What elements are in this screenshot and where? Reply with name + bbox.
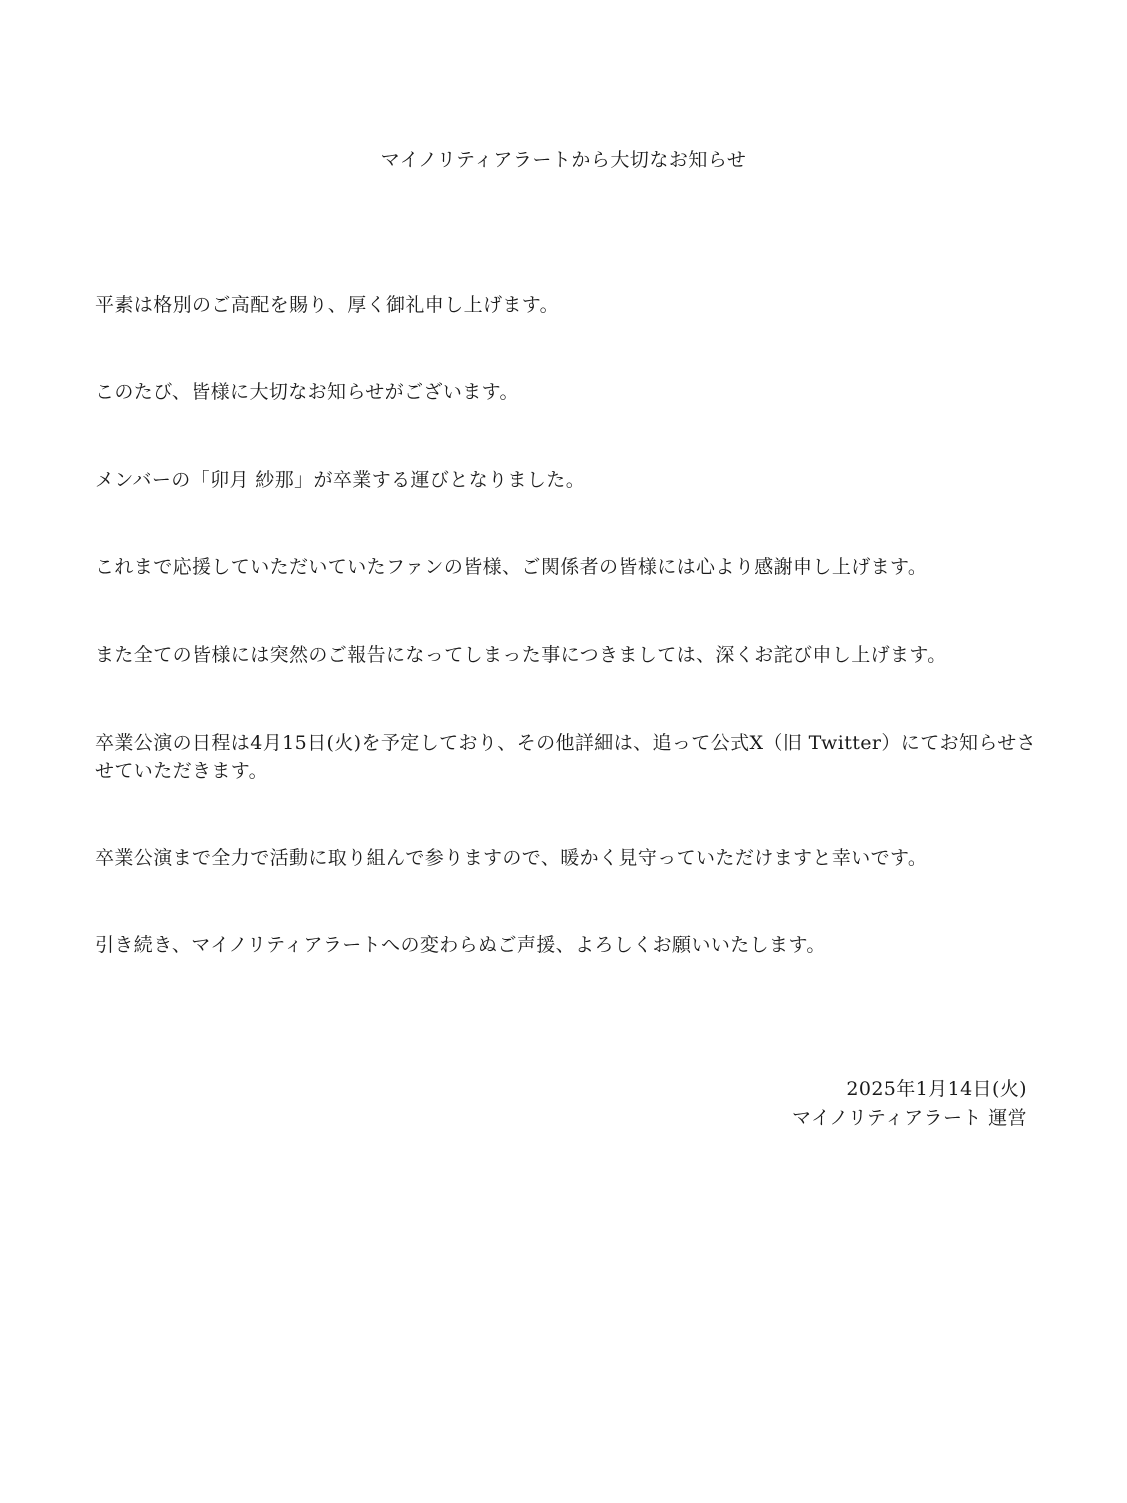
- paragraph-notice: このたび、皆様に大切なお知らせがございます。: [95, 381, 519, 403]
- paragraph-schedule: [95, 729, 1035, 785]
- paragraph-graduation: メンバーの「卯月 紗那」が卒業する運びとなりました。: [95, 469, 586, 491]
- signature-date: 2025年1月14日(火): [846, 1078, 1027, 1100]
- paragraph-schedule-line-1: 卒業公演の日程は4月15日(火)を予定しており、その他詳細は、追って公式X（旧 Twitter）にてお知らせさ: [95, 732, 1037, 754]
- paragraph-greeting: 平素は格別のご高配を賜り、厚く御礼申し上げます。: [95, 294, 560, 316]
- signature-organization: マイノリティアラート 運営: [791, 1107, 1027, 1129]
- paragraph-support: 卒業公演まで全力で活動に取り組んで参りますので、暖かく見守っていただけますと幸いです。: [95, 847, 928, 869]
- document-title: マイノリティアラートから大切なお知らせ: [380, 149, 747, 171]
- paragraph-apology: また全ての皆様には突然のご報告になってしまった事につきましては、深くお詫び申し上げます。: [95, 644, 947, 666]
- paragraph-thanks: これまで応援していただいていたファンの皆様、ご関係者の皆様には心より感謝申し上げます。: [95, 556, 928, 578]
- paragraph-closing: 引き続き、マイノリティアラートへの変わらぬご声援、よろしくお願いいたします。: [95, 934, 826, 956]
- paragraph-schedule-line-2: せていただきます。: [95, 760, 269, 782]
